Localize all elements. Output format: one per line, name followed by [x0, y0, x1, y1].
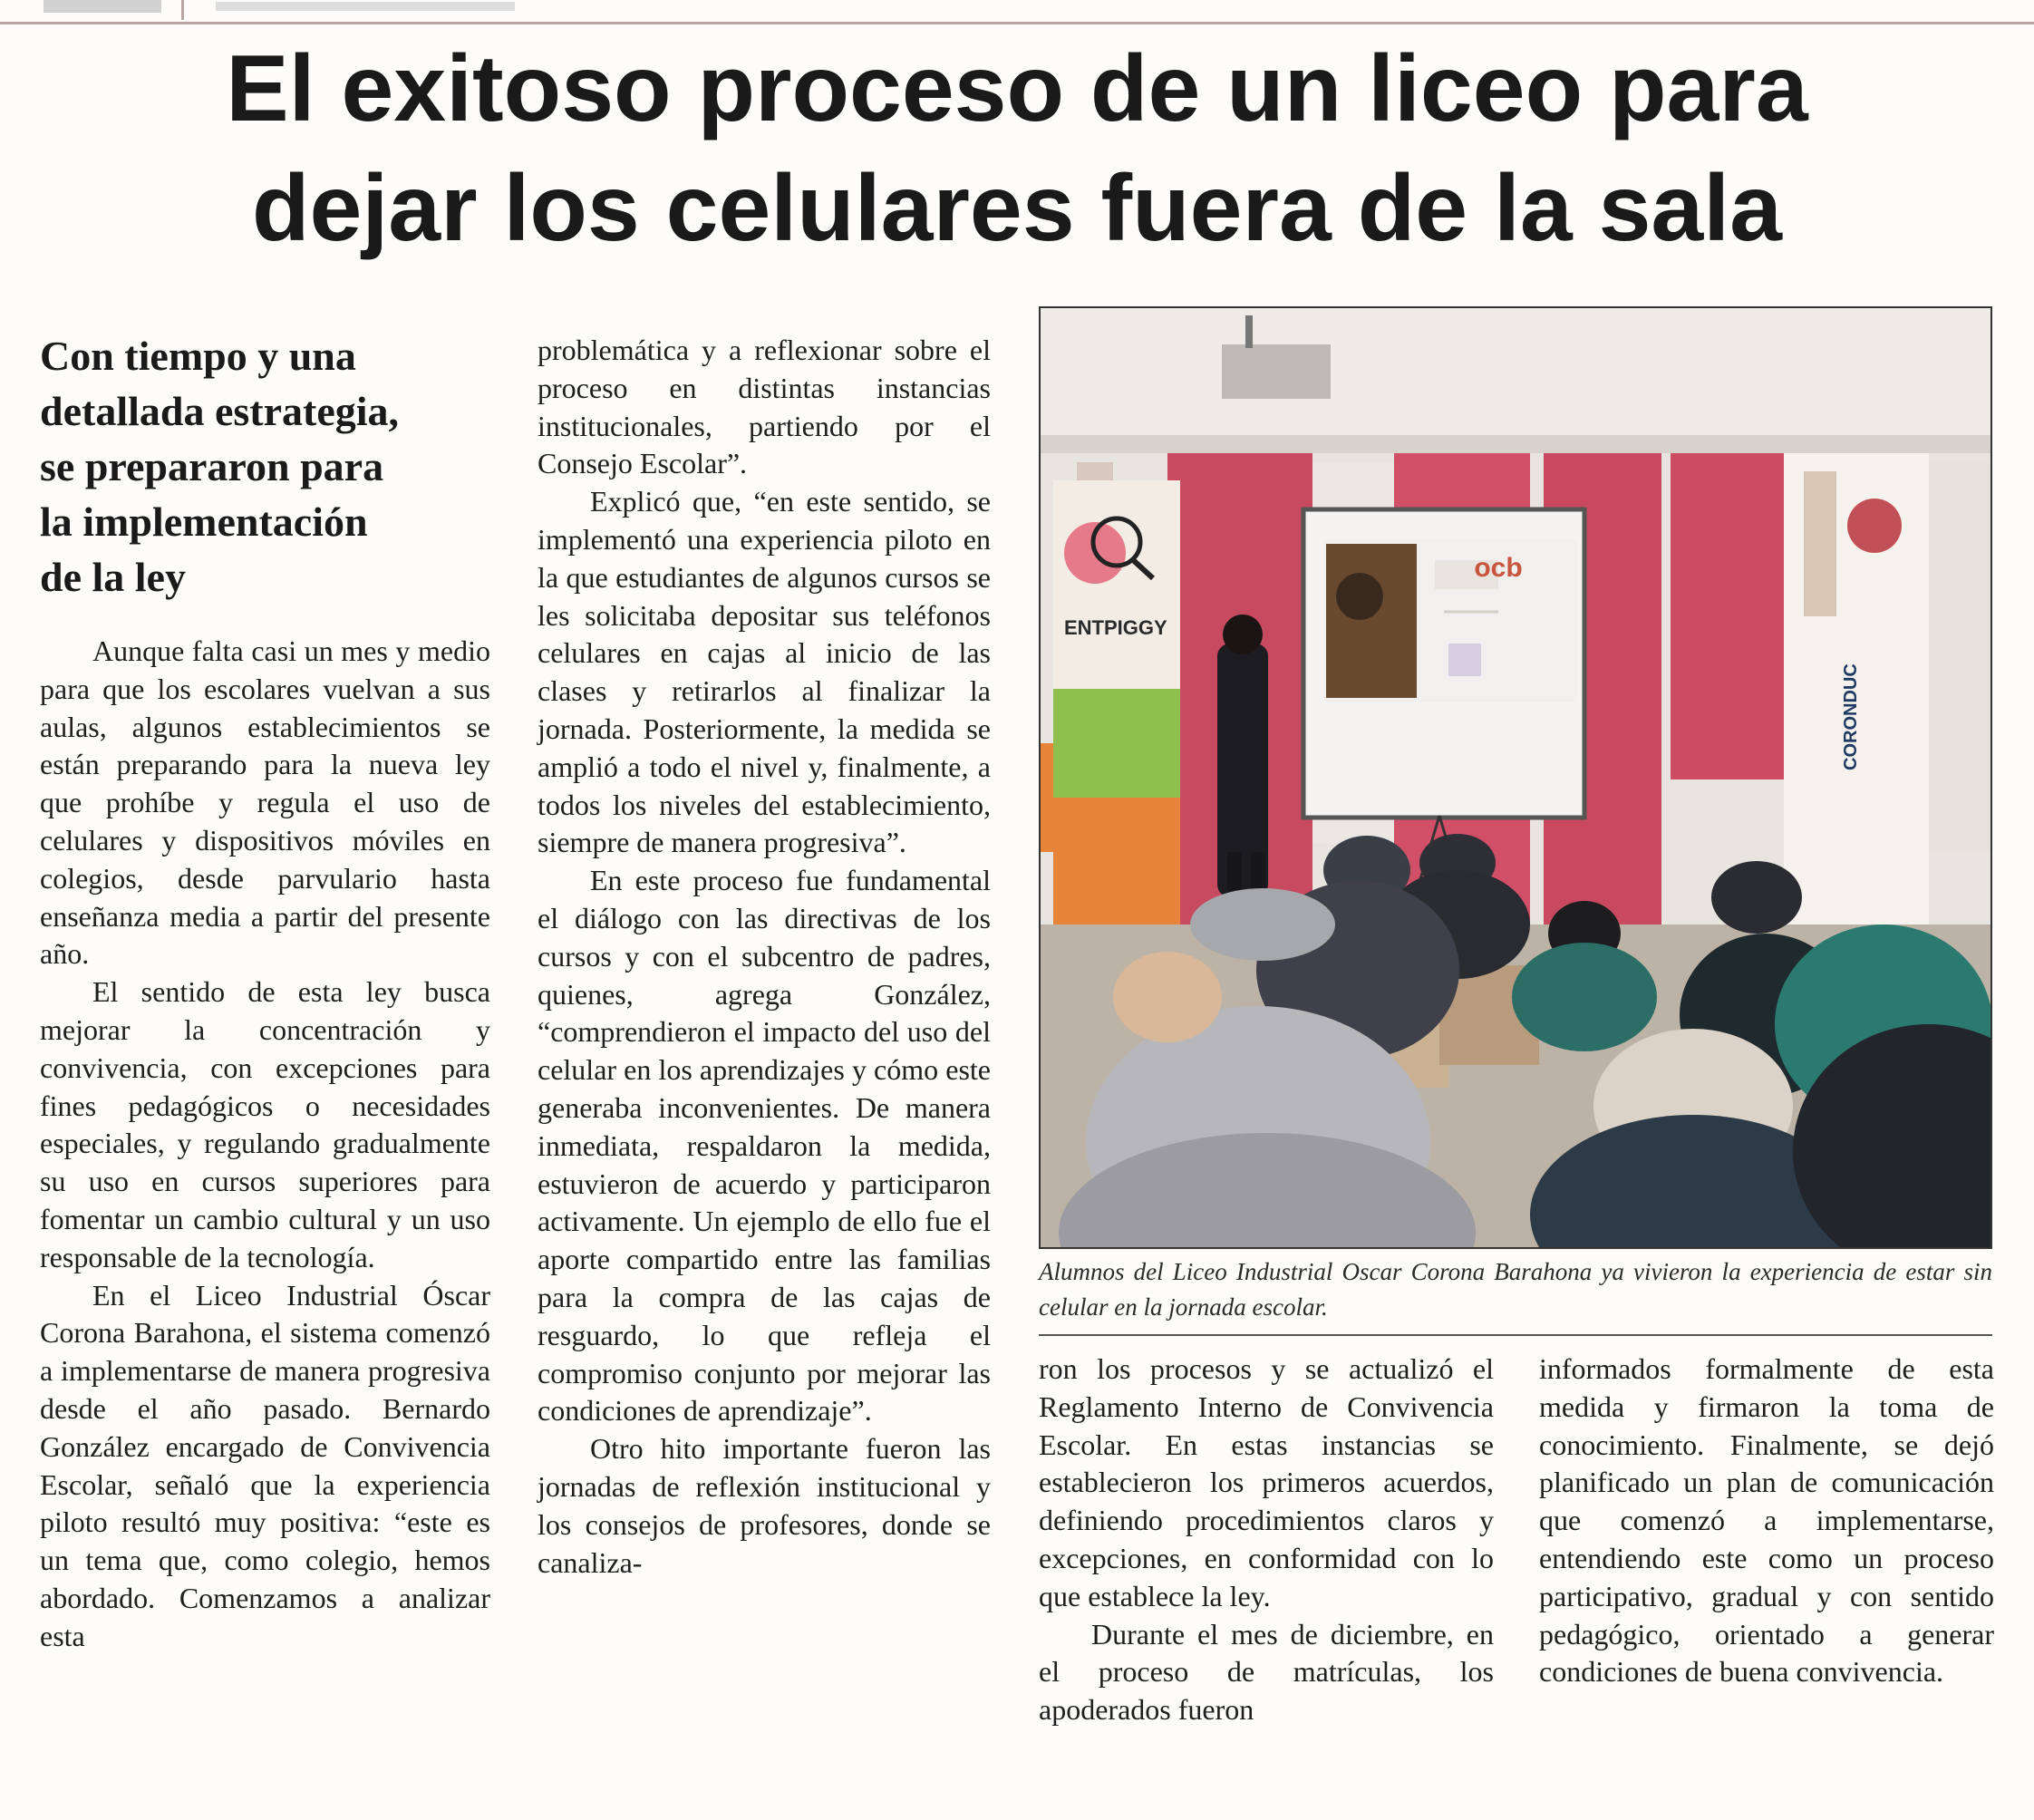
- article-paragraph-3: En el Liceo Industrial Óscar Corona Barahona, el sistema comenzó a implementarse de manera progresiva desde el año pasado. Bernardo González encargado de Convivencia Escolar, señaló que la experiencia piloto resultó muy positiva: “este es un tema que, como colegio, hemos abordado. Comenzamos a analizar esta: [40, 1278, 490, 1652]
- article-paragraph-2: El sentido de esta ley busca mejorar la concentración y convivencia, con excepciones para fines pedagógicos o necesidades especiales, y regulando gradualmente su uso en cursos superiores para fomentar un cambio cultural y un uso responsable de la tecnología.: [40, 975, 490, 1273]
- subhead-line-4: la implementación: [40, 499, 368, 545]
- article-paragraph-1: Aunque falta casi un mes y medio para que los escolares vuelvan a sus aulas, algunos establecimientos se están preparando para la nueva ley que prohíbe y regula el uso de celulares y dispositivos móviles en colegios, desde parvulario hasta enseñanza media a partir del presente año.: [40, 634, 490, 971]
- article-paragraph-5: En este proceso fue fundamental el diálogo con las directivas de los cursos y con el subcentro de padres, quienes, agrega González, “comprendieron el impacto del uso del celular en los aprendizajes y cómo este generaba inconvenientes. De manera inmediata, respaldaron la medida, estuvieron de acuerdo y participaron activamente. Un ejemplo de ello fue el aporte compartido entre las familias para la compra de las cajas de resguardo, lo que refleja el compromiso conjunto por mejorar las condiciones de aprendizaje”.: [538, 864, 991, 1428]
- subhead-line-5: de la ley: [40, 554, 186, 600]
- article-paragraph-7-continued: informados formalmente de esta medida y firmaron la toma de conocimiento. Finalmente, se dejó planificado un plan de comunicación que comenzó a implementarse, entendiendo este como un proceso participativo, gradual y con sentido pedagógico, orientado a generar condiciones de buena convivencia.: [1539, 1352, 1994, 1689]
- caption-rule: [1039, 1334, 1992, 1336]
- photo-caption: Alumnos del Liceo Industrial Oscar Corona Barahona ya vivieron la experiencia de estar sin celular en la jornada escolar.: [1039, 1258, 1992, 1321]
- subhead-line-1: Con tiempo y una: [40, 333, 356, 379]
- subheadline: [40, 328, 511, 605]
- banner-left-text: ENTPIGGY: [1064, 616, 1167, 639]
- article-column-2: [538, 332, 991, 1582]
- article-paragraph-7: Durante el mes de diciembre, en el proceso de matrículas, los apoderados fueron: [1039, 1617, 1494, 1727]
- header-divider: [181, 0, 184, 20]
- screen-logo-text: ocb: [1474, 553, 1523, 583]
- subhead-line-2: detallada estrategia,: [40, 388, 400, 434]
- article-paragraph-3-continued: problemática y a reflexionar sobre el proceso en distintas instancias institucionales, partiendo por el Consejo Escolar”.: [538, 334, 991, 480]
- article-column-1: [40, 633, 490, 1656]
- article-column-3: [1039, 1350, 1494, 1729]
- headline-line-2: dejar los celulares fuera de la sala: [251, 156, 1783, 261]
- subhead-line-3: se prepararon para: [40, 443, 384, 489]
- section-marker: [44, 0, 161, 13]
- article-paragraph-6: Otro hito importante fueron las jornadas de reflexión institucional y los consejos de profesores, donde se canaliza-: [538, 1432, 991, 1579]
- banner-right-text: CORONDUC: [1841, 663, 1861, 770]
- section-label-faded: [216, 2, 515, 11]
- photo-classroom-presentation: [1041, 308, 1990, 1247]
- article-paragraph-4: Explicó que, “en este sentido, se implementó una experiencia piloto en la que estudiantes de algunos cursos se les solicitaba depositar sus teléfonos celulares en cajas al inicio de las clases y retirarlos al finalizar la jornada. Posteriormente, la medida se amplió a todo el nivel y, finalmente, a todos los niveles del establecimiento, siempre de manera progresiva”.: [538, 485, 991, 859]
- article-paragraph-6-continued: ron los procesos y se actualizó el Reglamento Interno de Convivencia Escolar. En estas instancias se establecieron los primeros acuerdos, definiendo procedimientos claros y excepciones, en conformidad con lo que establece la ley.: [1039, 1352, 1494, 1612]
- page-header-strip: [0, 0, 2034, 24]
- article-photo: [1039, 306, 1992, 1249]
- headline: [54, 29, 1980, 268]
- article-column-4: [1539, 1350, 1994, 1691]
- headline-line-1: El exitoso proceso de un liceo para: [226, 36, 1808, 141]
